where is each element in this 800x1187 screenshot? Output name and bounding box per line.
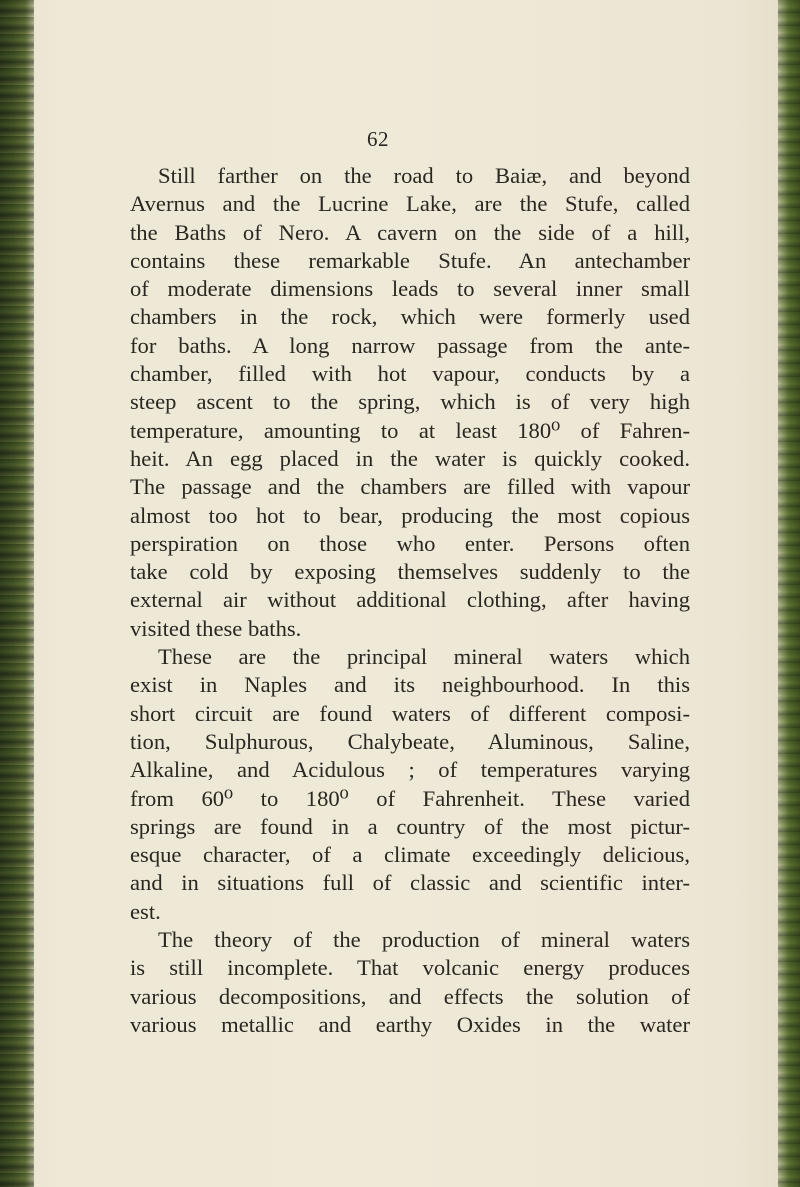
text-line: springs are found in a country of the most pictur- <box>130 813 690 839</box>
text-line: almost too hot to bear, producing the most copious <box>130 502 690 528</box>
right-binding-edge <box>778 0 800 1187</box>
text-line: and in situations full of classic and scientific inter- <box>130 870 690 896</box>
text-line: Avernus and the Lucrine Lake, are the Stufe, called <box>130 191 690 217</box>
text-line: short circuit are found waters of different composi- <box>130 700 690 726</box>
text-line: various decompositions, and effects the solution of <box>130 983 690 1009</box>
text-line: contains these remarkable Stufe. An antechamber <box>130 247 690 273</box>
text-line: is still incomplete. That volcanic energy produces <box>130 955 690 981</box>
text-line: visited these baths. <box>130 615 302 641</box>
body-text <box>130 162 690 1039</box>
text-line: The theory of the production of mineral waters <box>158 927 690 953</box>
text-line: from 60⁰ to 180⁰ of Fahrenheit. These varied <box>130 785 690 811</box>
text-line: These are the principal mineral waters which <box>158 644 690 670</box>
text-line: chamber, filled with hot vapour, conducts by a <box>130 361 690 387</box>
text-line: various metallic and earthy Oxides in the water <box>130 1011 690 1037</box>
text-line: chambers in the rock, which were formerly used <box>130 304 690 330</box>
text-line: perspiration on those who enter. Persons often <box>130 530 690 556</box>
page-number: 62 <box>367 127 389 151</box>
text-line: tion, Sulphurous, Chalybeate, Aluminous, Saline, <box>130 728 690 754</box>
text-line: The passage and the chambers are filled with vapour <box>130 474 690 500</box>
text-line: for baths. A long narrow passage from the ante- <box>130 332 690 358</box>
text-line: temperature, amounting to at least 180⁰ of Fahren- <box>130 417 690 443</box>
left-binding-edge <box>0 0 34 1187</box>
text-line: Still farther on the road to Baiæ, and beyond <box>158 163 690 188</box>
text-line: exist in Naples and its neighbourhood. In this <box>130 672 690 698</box>
text-line: Alkaline, and Acidulous ; of temperatures varying <box>130 757 690 783</box>
text-line: esque character, of a climate exceedingly delicious, <box>130 842 690 868</box>
text-line: heit. An egg placed in the water is quickly cooked. <box>130 445 690 471</box>
text-line: of moderate dimensions leads to several inner small <box>130 276 690 302</box>
text-line: take cold by exposing themselves suddenly to the <box>130 559 690 585</box>
text-line: external air without additional clothing, after having <box>130 587 690 613</box>
text-line: steep ascent to the spring, which is of very high <box>130 389 690 415</box>
text-line: the Baths of Nero. A cavern on the side of a hill, <box>130 219 690 245</box>
text-line: est. <box>130 898 161 924</box>
